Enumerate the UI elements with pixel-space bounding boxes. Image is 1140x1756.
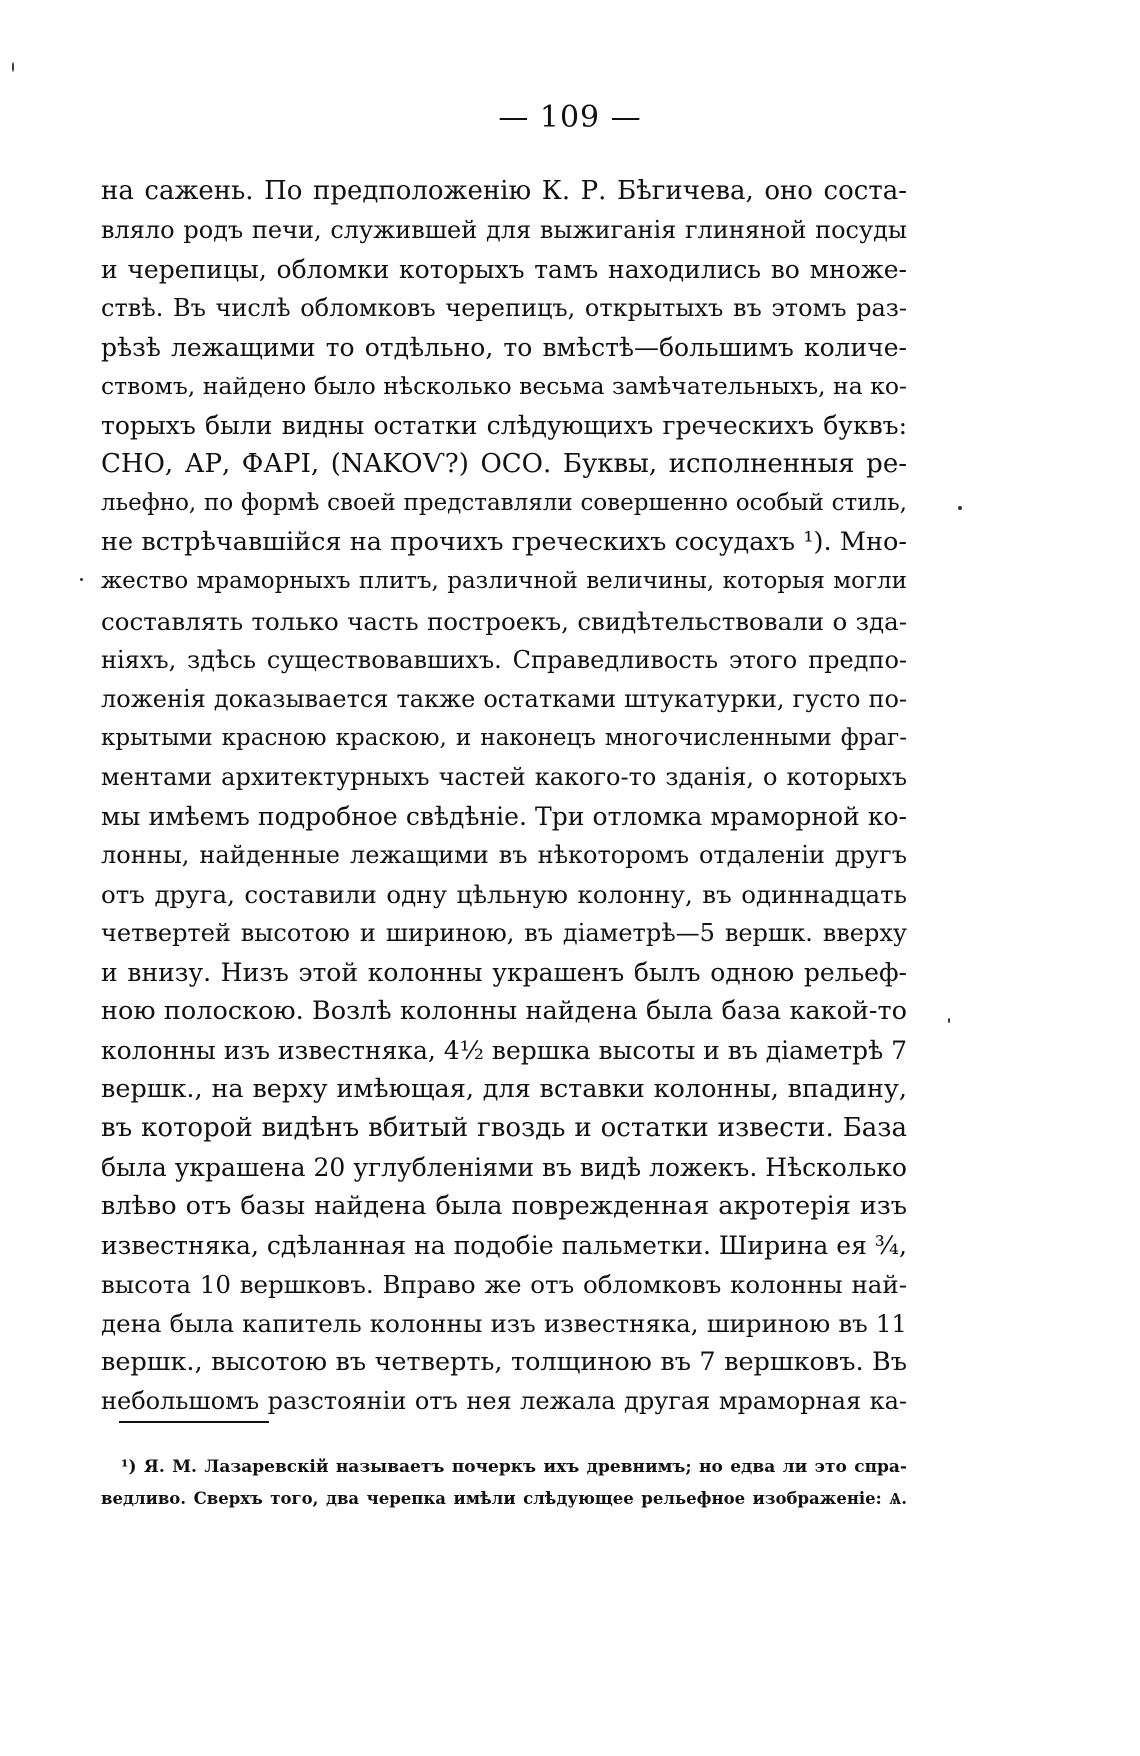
text-line: крытыми красною краскою, и наконецъ многочисленными фраг- [101,724,907,751]
text-line: не встрѣчавшійся на прочихъ греческихъ сосудахъ ¹). Мно- [101,527,907,558]
text-line: ложенія доказывается также остатками штукатурки, густо по- [101,684,907,713]
text-line: и черепицы, обломки которыхъ тамъ находились во множе- [101,255,907,285]
scan-speck [948,1018,950,1023]
text-line: дена была капитель колонны изъ известняка, шириною въ 11 [101,1309,907,1339]
text-line: вершк., на верху имѣющая, для вставки колонны, впадину, [101,1074,907,1105]
text-line: четвертей высотою и шириною, въ діаметрѣ—5 вершк. вверху [101,918,907,947]
footnote-line: ¹) Я. М. Лазаревскій называетъ почеркъ ихъ древнимъ; но едва ли это спра- [121,1457,907,1477]
text-line: вершк., высотою въ четверть, толщиною въ 7 вершковъ. Въ [101,1347,907,1378]
text-line: мы имѣемъ подробное свѣдѣніе. Три отломка мраморной ко- [101,801,907,831]
text-line: влѣво отъ базы найдена была поврежденная акротерія изъ [101,1191,907,1222]
text-line: вляло родъ печи, служившей для выжиганія глиняной посуды [101,216,907,245]
text-line: лонны, найденные лежащими въ нѣкоторомъ отдаленіи другъ [101,840,907,869]
text-line: на сажень. По предположенію К. Р. Бѣгичева, оно соста- [101,176,907,206]
footnotes [101,1452,907,1514]
text-line: ствомъ, найдено было нѣсколько весьма замѣчательныхъ, на ко- [101,372,907,401]
text-line: колонны изъ известняка, 4½ вершка высоты и въ діаметрѣ 7 [101,1036,907,1066]
footnote-divider [119,1421,269,1423]
text-line: ною полоскою. Возлѣ колонны найдена была база какой-то [101,995,907,1026]
scan-speck [80,578,83,581]
footnote-line: ведливо. Сверхъ того, два черепка имѣли слѣдующее рельефное изображеніе: Ѧ. [101,1489,907,1508]
text-line: была украшена 20 углубленіями въ видѣ ложекъ. Нѣсколько [101,1153,907,1183]
text-line: известняка, сдѣланная на подобіе пальметки. Ширина ея ¾, [101,1231,907,1261]
text-line: ствѣ. Въ числѣ обломковъ черепицъ, открытыхъ въ этомъ раз- [101,294,907,323]
text-line: льефно, по формѣ своей представляли совершенно особый стиль, [101,490,907,517]
text-line: рѣзѣ лежащими то отдѣльно, то вмѣстѣ—большимъ количе- [101,333,907,363]
text-line: высота 10 вершковъ. Вправо же отъ обломковъ колонны най- [101,1270,907,1300]
scan-speck [12,62,14,72]
text-line: составлять только часть построекъ, свидѣтельствовали о зда- [101,606,907,636]
text-line: въ которой видѣнъ вбитый гвоздь и остатки извести. База [101,1113,907,1144]
text-line: и внизу. Низъ этой колонны украшенъ былъ одною рельеф- [101,957,907,987]
text-line: торыхъ были видны остатки слѣдующихъ греческихъ буквъ: [101,411,907,441]
scan-speck [958,506,962,510]
text-line: ментами архитектурныхъ частей какого-то зданія, о которыхъ [101,762,907,791]
text-line: отъ друга, составили одну цѣльную колонну, въ одиннадцать [101,879,907,909]
page-number: — 109 — [498,100,642,135]
body-text [101,172,907,1422]
text-line: жество мраморныхъ плитъ, различной величины, которыя могли [101,568,907,595]
text-line: небольшомъ разстояніи отъ нея лежала другая мраморная ка- [101,1387,907,1416]
text-line: СНО, АР, ФАРІ, (NAKOѴ?) ОСО. Буквы, исполненныя ре- [101,449,907,480]
text-line: ніяхъ, здѣсь существовавшихъ. Справедливость этого предпо- [101,645,907,674]
